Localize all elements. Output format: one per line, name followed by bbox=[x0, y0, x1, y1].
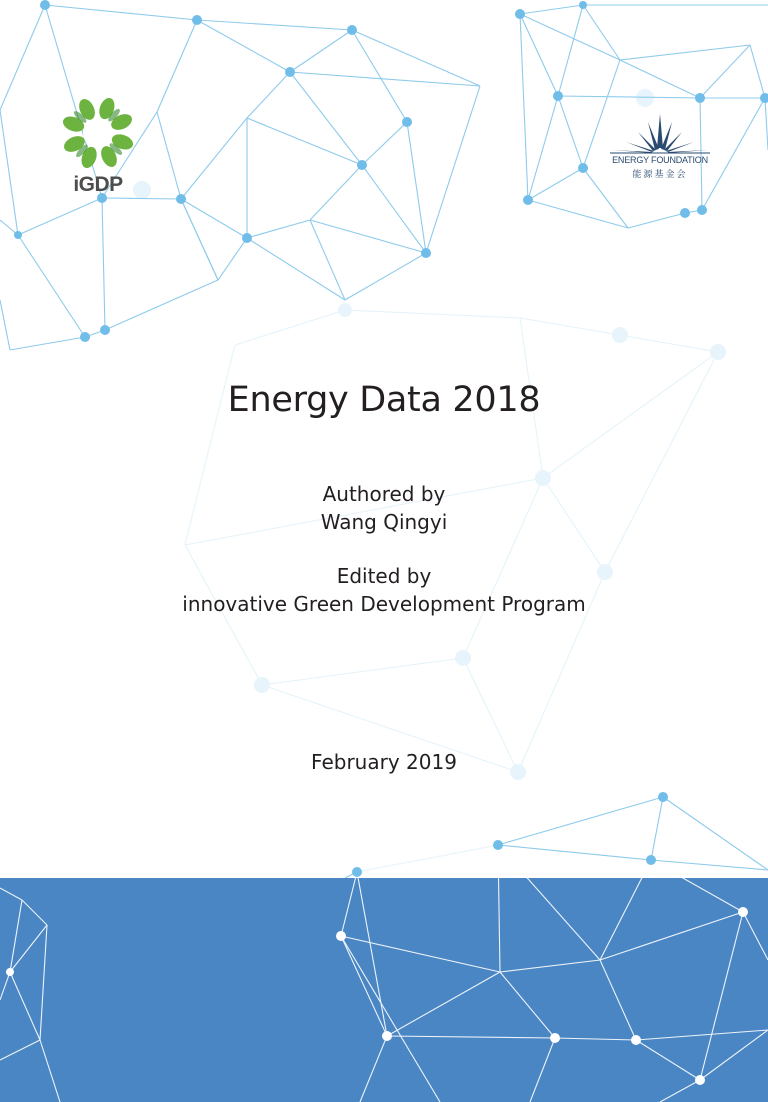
bottom-band bbox=[0, 878, 768, 1102]
edited-label: Edited by bbox=[336, 564, 432, 588]
energy-foundation-logo bbox=[602, 112, 718, 184]
igdp-logo-text: iGDP bbox=[73, 173, 123, 196]
edited-block bbox=[0, 562, 768, 618]
authored-block bbox=[0, 480, 768, 536]
starburst-icon bbox=[602, 112, 718, 156]
publication-date: February 2019 bbox=[311, 750, 457, 774]
energy-foundation-text: ENERGY FOUNDATION bbox=[612, 155, 708, 165]
editor-name: innovative Green Development Program bbox=[182, 592, 586, 616]
cover-title: Energy Data 2018 bbox=[227, 380, 541, 420]
lower-network bbox=[345, 797, 768, 878]
faint-network-nodes bbox=[133, 89, 726, 780]
energy-foundation-chinese-text: 能源基金会 bbox=[632, 170, 688, 180]
authored-label: Authored by bbox=[322, 482, 446, 506]
igdp-logo bbox=[60, 95, 136, 205]
leaf-ring-icon bbox=[60, 95, 136, 171]
author-name: Wang Qingyi bbox=[320, 510, 448, 534]
